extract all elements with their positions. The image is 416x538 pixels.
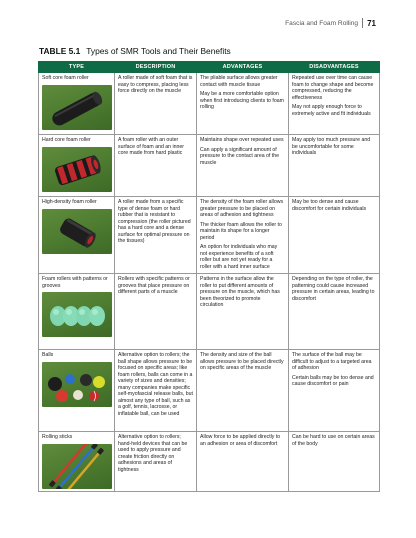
table-row — [39, 197, 380, 274]
type-cell — [39, 274, 115, 350]
foam-roller-soft-photo — [42, 85, 112, 130]
advantages-cell: The pliable surface allows greater contact with muscle tissue May be a more comfortable option when first introducing clients to foam rolling — [197, 73, 289, 135]
foam-roller-high-density-photo — [42, 209, 112, 254]
type-cell — [39, 135, 115, 197]
type-label: Foam rollers with patterns or grooves — [42, 276, 108, 289]
advantages-cell: The density of the foam roller allows greater pressure to be placed on areas of adhesion and tightness The thicker foam allows the roller to maintain its shape for a longer period An option for individuals who may not experience benefits of a soft roller but are not yet ready for a roller with a hard inner surface — [197, 197, 289, 274]
column-header-type: TYPE — [39, 62, 115, 73]
type-cell — [39, 350, 115, 432]
advantages-cell: Patterns in the surface allow the roller to put different amounts of pressure on the muscle, which has been theorized to promote circulation — [197, 274, 289, 350]
disadvantages-cell: The surface of the ball may be difficult to adjust to a targeted area of adhesion Certain balls may be too dense and cause discomfort or pain — [289, 350, 380, 432]
page-number: 71 — [367, 18, 376, 28]
running-header — [285, 18, 376, 28]
disadvantages-cell: Depending on the type of roller, the patterning could cause increased pressure in certain areas, leading to discomfort — [289, 274, 380, 350]
type-label: Soft core foam roller — [42, 75, 89, 81]
table-caption — [39, 46, 231, 56]
smr-tools-table — [38, 61, 380, 492]
advantages-cell: Maintains shape over repeated uses Can apply a significant amount of pressure to the contact area of the muscle — [197, 135, 289, 197]
advantages-cell: The density and size of the ball allows pressure to be placed directly on specific areas of the muscle — [197, 350, 289, 432]
description-cell: Rollers with specific patterns or grooves that place pressure on different parts of a muscle — [115, 274, 197, 350]
advantages-cell: Allow force to be applied directly to an adhesion or area of discomfort — [197, 432, 289, 492]
table-row — [39, 135, 380, 197]
section-title: Fascia and Foam Rolling — [285, 19, 359, 27]
type-cell — [39, 73, 115, 135]
table-row — [39, 274, 380, 350]
disadvantages-cell: Can be hard to use on certain areas of the body — [289, 432, 380, 492]
description-cell: Alternative option to rollers; the ball shape allows pressure to be focused on specific areas; like foam rollers, balls can come in a variety of sizes and densities; many companies make specific self-myofascial release balls, but almost any type of ball, such as a golf, tennis, lacrosse, or inflatable ball, can be used — [115, 350, 197, 432]
foam-roller-hard-photo — [42, 147, 112, 192]
header-divider — [362, 18, 363, 28]
type-label: Balls — [42, 352, 54, 358]
table-row — [39, 350, 380, 432]
column-header-disadvantages: DISADVANTAGES — [289, 62, 380, 73]
table-row — [39, 432, 380, 492]
type-cell — [39, 432, 115, 492]
description-cell: A roller made from a specific type of dense foam or hard rubber that is resistant to compression (the roller pictured has a hard core and a dense surface for optimal pressure on the tissues) — [115, 197, 197, 274]
table-title: Types of SMR Tools and Their Benefits — [86, 46, 231, 56]
type-cell — [39, 197, 115, 274]
disadvantages-cell: Repeated use over time can cause foam to change shape and become compressed, reducing the effectiveness May not apply enough force to extremely active and fit individuals — [289, 73, 380, 135]
table-header-row — [39, 62, 380, 73]
type-label: Hard core foam roller — [42, 137, 91, 143]
disadvantages-cell: May be too dense and cause discomfort for certain individuals — [289, 197, 380, 274]
table-row — [39, 73, 380, 135]
type-label: High-density foam roller — [42, 199, 97, 205]
column-header-advantages: ADVANTAGES — [197, 62, 289, 73]
massage-balls-photo — [42, 362, 112, 407]
column-header-description: DESCRIPTION — [115, 62, 197, 73]
disadvantages-cell: May apply too much pressure and be uncomfortable for some individuals — [289, 135, 380, 197]
description-cell: A roller made of soft foam that is easy to compress, placing less force directly on the muscle — [115, 73, 197, 135]
rolling-sticks-photo — [42, 444, 112, 489]
table-number: TABLE 5.1 — [39, 46, 81, 56]
description-cell: Alternative option to rollers; hand-held devices that can be used to apply pressure and create friction directly on adhesions and areas of tightness — [115, 432, 197, 492]
patterned-roller-photo — [42, 292, 112, 337]
description-cell: A foam roller with an outer surface of foam and an inner core made from hard plastic — [115, 135, 197, 197]
type-label: Rolling sticks — [42, 434, 73, 440]
